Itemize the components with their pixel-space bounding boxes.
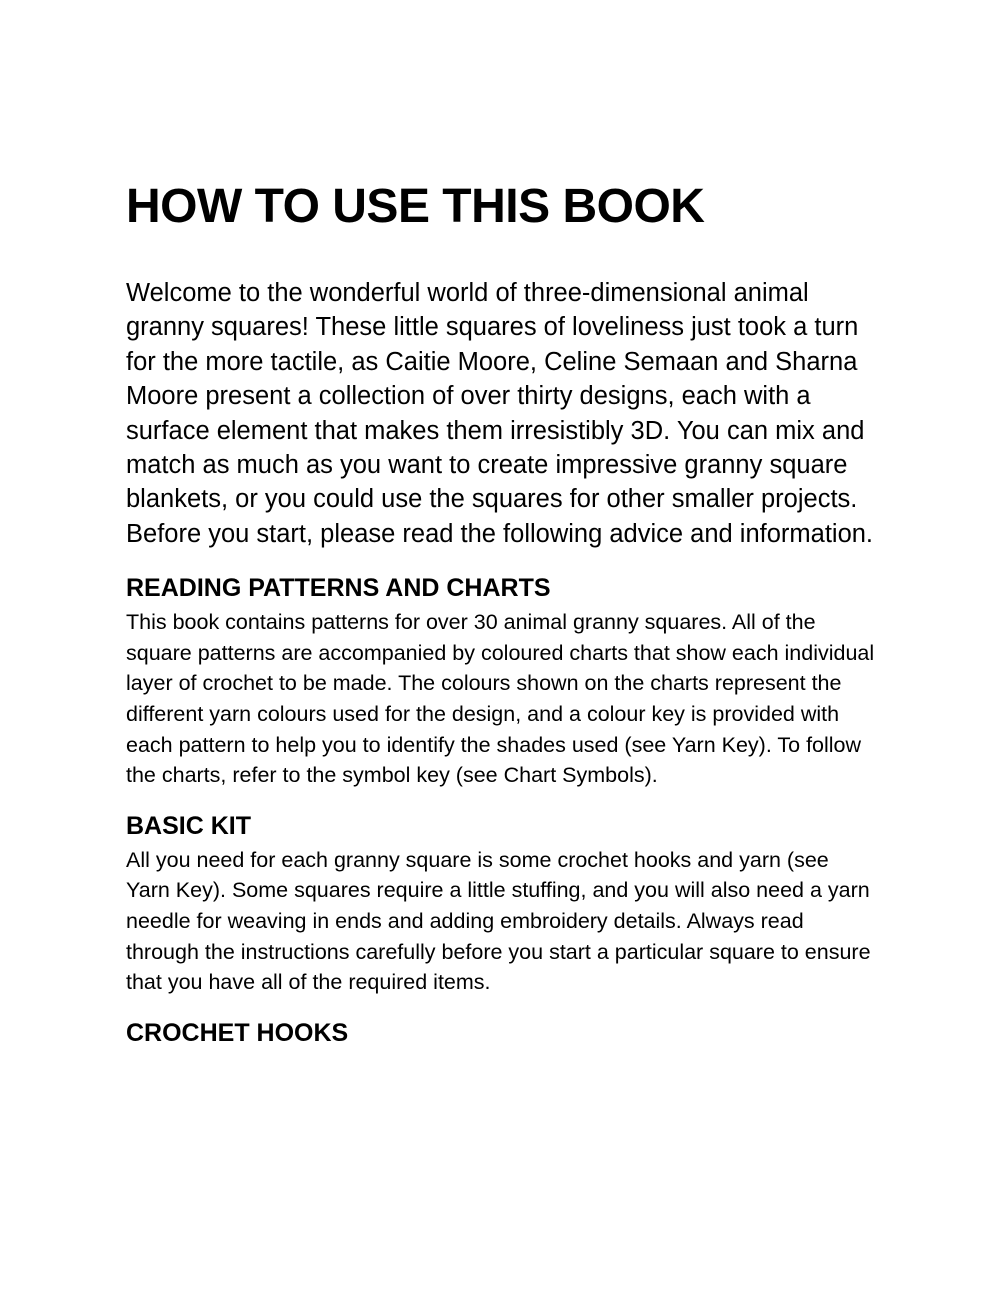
section-heading-basic-kit: BASIC KIT: [126, 811, 251, 840]
section-heading-crochet-hooks: CROCHET HOOKS: [126, 1018, 349, 1047]
intro-paragraph: Welcome to the wonderful world of three-dimensional animal granny squares! These little squares of loveliness just took a turn for the more tactile, as Caitie Moore, Celine Semaan and Sharna Moore present a collection of over thirty designs, each with a surface element that makes them irresistibly 3D. You can mix and match as much as you want to create impressive granny square blankets, or you could use the squares for other smaller projects. Before you start, please read the following advice and information.: [126, 279, 874, 548]
page-title: HOW TO USE THIS BOOK: [126, 180, 705, 233]
section-body-basic-kit: All you need for each granny square is some crochet hooks and yarn (see Yarn Key). Some squares require a little stuffing, and you will also need a yarn needle for weaving in ends and adding embroidery details. Always read through the instructions carefully before you start a particular square to ensure that you have all of the required items.: [126, 847, 871, 995]
section-body-reading-patterns: This book contains patterns for over 30 animal granny squares. All of the square patterns are accompanied by coloured charts that show each individual layer of crochet to be made. The colours shown on the charts represent the different yarn colours used for the design, and a colour key is provided with each pattern to help you to identify the shades used (see Yarn Key). To follow the charts, refer to the symbol key (see Chart Symbols).: [126, 610, 875, 788]
section-heading-reading-patterns: READING PATTERNS AND CHARTS: [126, 574, 551, 603]
book-page: [126, 178, 886, 1048]
section-crochet-hooks: [126, 1018, 886, 1048]
section-basic-kit: [126, 811, 886, 998]
section-reading-patterns: [126, 573, 886, 791]
